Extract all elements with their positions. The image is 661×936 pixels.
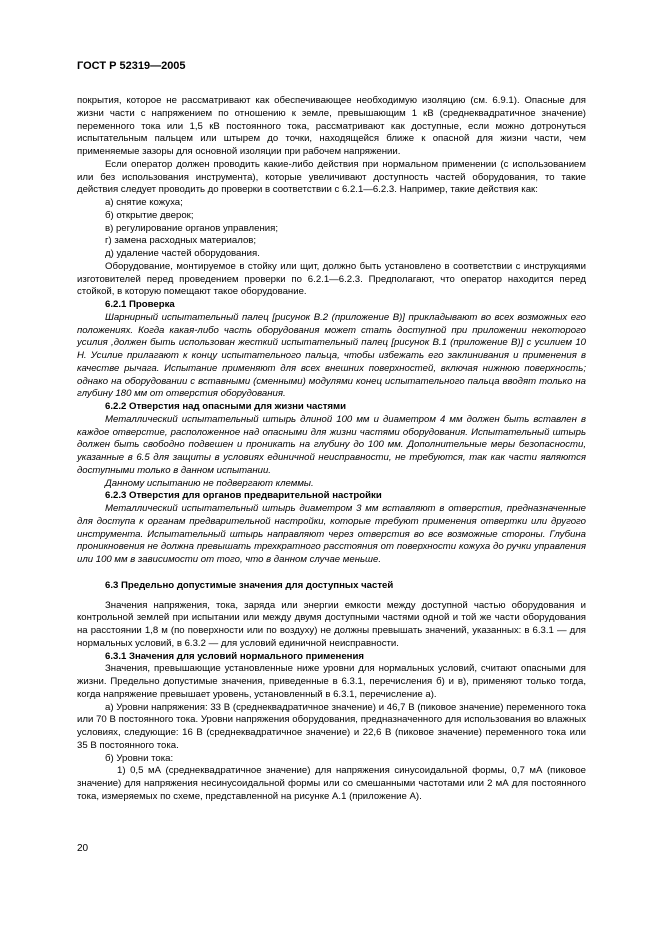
paragraph: Данному испытанию не подвергают клеммы. <box>105 477 314 489</box>
paragraph: покрытия, которое не рассматривают как обеспечивающее необходимую изоляцию (см. 6.9.1). Опасные для жизни части с напряжением по отношению к земле, превышающим 1 кВ (среднеквадратичное значение) переменного тока или 1,5 кВ постоянного тока, рассматривают как доступные, если можно дотронуться испытательным пальцем или штырем до точки, находящейся ближе к опасной для жизни части, чем применяемые зазоры для основной изоляции при рабочем напряжении. <box>77 95 586 157</box>
document-header: ГОСТ Р 52319—2005 <box>77 60 186 72</box>
paragraph: Металлический испытательный штырь длиной 100 мм и диаметром 4 мм должен быть вставлен в каждое отверстие, расположенное над опасными для жизни частями оборудования. Испытательный штырь должен быть свободно подвешен и проникать на глубину до 100 мм. Дополнительные меры безопасности, указанные в 6.5 для защиты в условиях единичной неисправности, не требуются, так как части являются доступными только в данном испытании. <box>77 413 586 476</box>
paragraph: Значения напряжения, тока, заряда или энергии емкости между доступной частью оборудования и контрольной землей при испытании или между двумя доступными частями одной и той же части оборудования на расстоянии 1,8 м (по поверхности или по воздуху) не должны превышать значений, указанных: в 6.3.1 — для нормальных условий, в 6.3.2 — для условий единичной неисправности. <box>77 599 586 649</box>
list-item: б) открытие дверок; <box>105 209 194 221</box>
list-item: в) регулирование органов управления; <box>105 222 279 234</box>
section-heading-6-3-1: 6.3.1 Значения для условий нормального применения <box>105 650 364 662</box>
paragraph: Оборудование, монтируемое в стойку или щит, должно быть установлено в соответствии с инструкциями изготовителей перед проведением проверки по 6.2.1—6.2.3. Предполагают, что оператор находится перед стойкой, в которую помещают такое оборудование. <box>77 260 586 298</box>
paragraph: Если оператор должен проводить какие-либо действия при нормальном применении (с использованием или без использования инструмента), которые увеличивают доступность частей оборудования, то такие действия следует проводить до проверки в соответствии с 6.2.1—6.2.3. Например, такие действия как: <box>77 158 586 196</box>
section-heading-6-2-2: 6.2.2 Отверстия над опасными для жизни частями <box>105 401 346 412</box>
document-body <box>77 95 586 804</box>
paragraph: Металлический испытательный штырь диаметром 3 мм вставляют в отверстия, предназначенные для доступа к органам предварительной настройки, которые требуют применения отвертки или другого инструмента. Испытательный штырь направляют через отверстия во все возможные стороны. Глубина проникновения не должна превышать трехкратного расстояния от поверхности кожуха до ручки управления или 100 мм в зависимости от того, что в данном случае меньше. <box>77 503 586 565</box>
list-item: д) удаление частей оборудования. <box>105 248 260 259</box>
section-heading-6-2-1: 6.2.1 Проверка <box>105 299 175 310</box>
list-item: а) снятие кожуха; <box>105 197 183 208</box>
page-number: 20 <box>77 843 89 854</box>
paragraph: б) Уровни тока: <box>105 752 174 764</box>
paragraph: 1) 0,5 мА (среднеквадратичное значение) для напряжения синусоидальной формы, 0,7 мА (пиковое значение) для напряжения несинусоидальной формы или со смешанными частотами или 2 мА для постоянного тока, измеряемых по схеме, представленной на рисунке А.1 (приложение А). <box>77 765 586 802</box>
paragraph: Значения, превышающие установленные ниже уровни для нормальных условий, считают опасными для жизни. Предельно допустимые значения, приведенные в 6.3.1, перечисления б) и в), применяют только тогда, когда напряжение превышает уровень, установленный в 6.3.1, перечисление а). <box>77 663 586 700</box>
list-item: г) замена расходных материалов; <box>105 235 257 247</box>
section-heading-6-2-3: 6.2.3 Отверстия для органов предварительной настройки <box>105 490 382 502</box>
paragraph: Шарнирный испытательный палец [рисунок В.2 (приложение В)] прикладывают во всех возможных его положениях. Когда какая-либо часть оборудования может стать доступной при приложении некоторого усилия ,должен быть использован жесткий испытательный палец [рисунок В.1 (приложение В)] с усилием 10 Н. Усилие прилагают к концу испытательного пальца, чтобы избежать его заклинивания и применения в качестве рычага. Испытание применяют для всех внешних поверхностей, включая нижнюю поверхность; однако на оборудовании с вставными (сменными) модулями конец испытательного пальца вводят только на глубину 180 мм от отверстия оборудования. <box>77 311 586 400</box>
section-heading-6-3: 6.3 Предельно допустимые значения для доступных частей <box>105 579 394 591</box>
paragraph: а) Уровни напряжения: 33 В (среднеквадратичное значение) и 46,7 В (пиковое значение) переменного тока или 70 В постоянного тока. Уровни напряжения оборудования, предназначенного для использования во влажных условиях, следующие: 16 В (среднеквадратичное значение) и 22,6 В (пиковое значение) переменного тока или 35 В постоянного тока. <box>77 701 586 751</box>
